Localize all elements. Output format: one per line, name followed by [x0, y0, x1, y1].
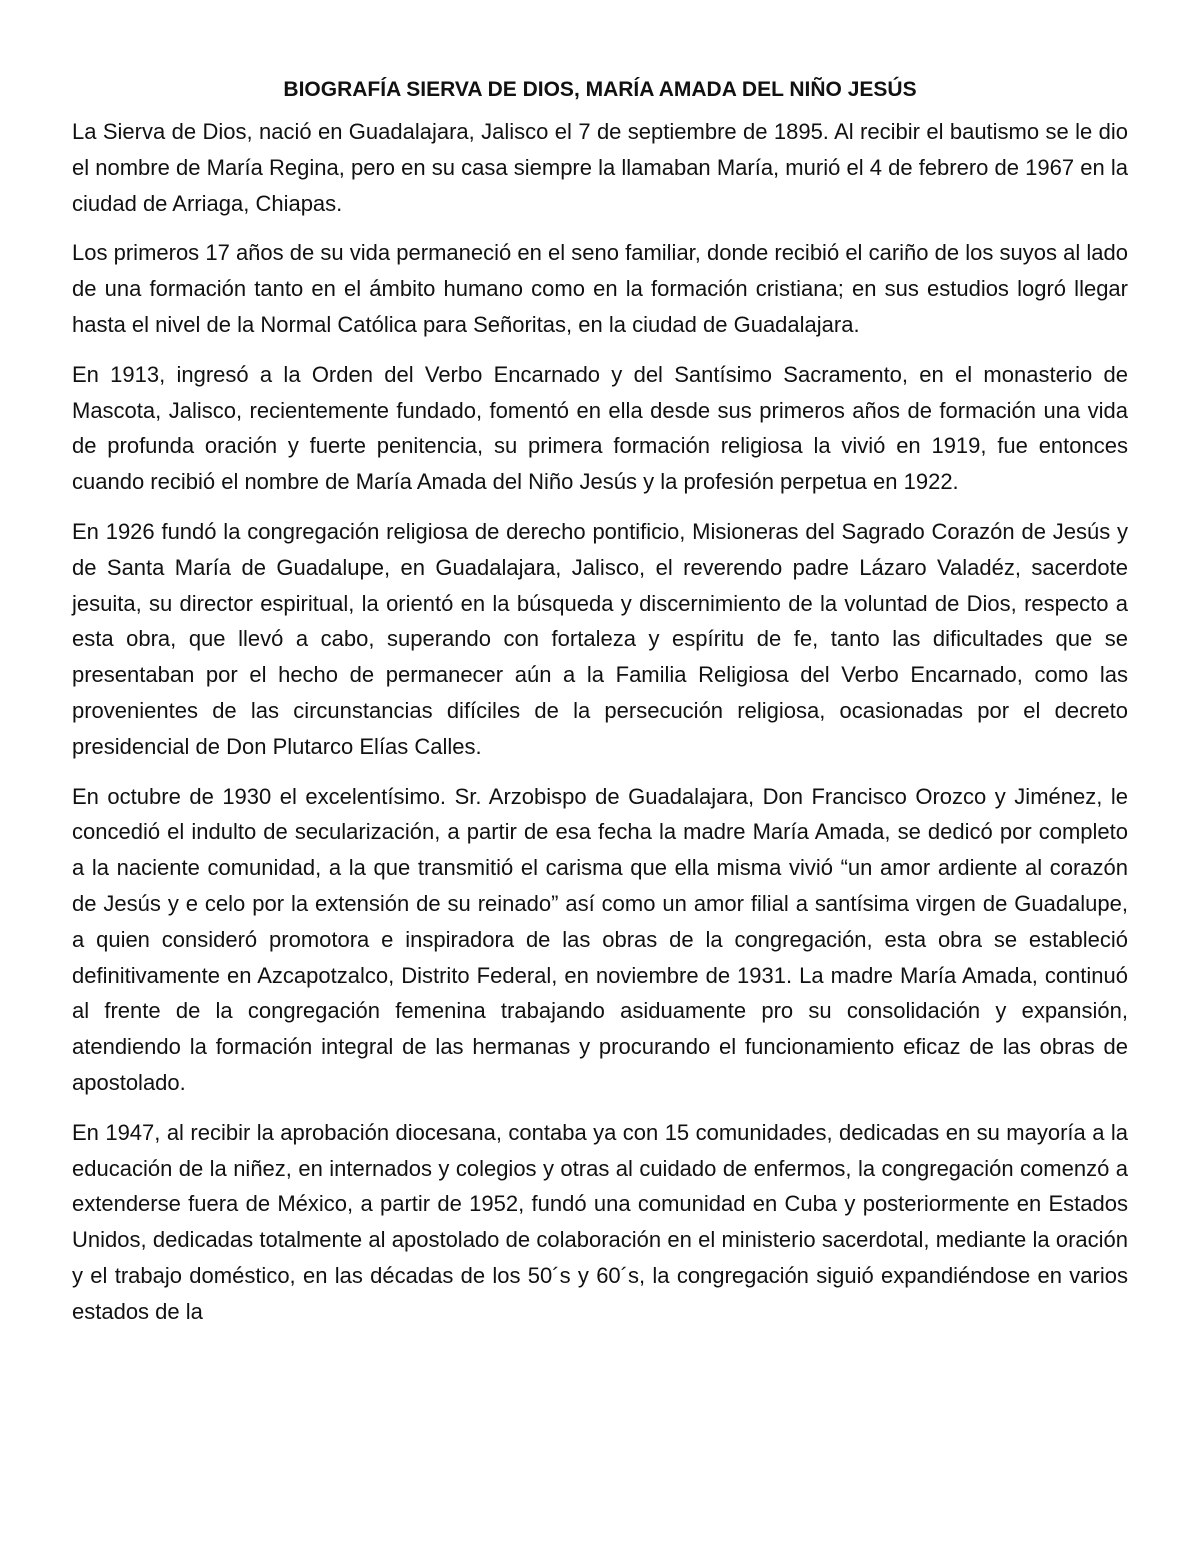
paragraph-expansion: En 1947, al recibir la aprobación diocesana, contaba ya con 15 comunidades, dedicadas en su mayoría a la educación de la niñez, en internados y colegios y otras al cuidado de enfermos, la congregación comenzó a extenderse fuera de México, a partir de 1952, fundó una comunidad en Cuba y posteriormente en Estados Unidos, dedicadas totalmente al apostolado de colaboración en el ministerio sacerdotal, mediante la oración y el trabajo doméstico, en las décadas de los 50´s y 60´s, la congregación siguió expandiéndose en varios estados de la	[72, 1119, 1128, 1324]
paragraph-secularization: En octubre de 1930 el excelentísimo. Sr. Arzobispo de Guadalajara, Don Francisco Orozco y Jiménez, le concedió el indulto de secularización, a partir de esa fecha la madre María Amada, se dedicó por completo a la naciente comunidad, a la que transmitió el carisma que ella misma vivió “un amor ardiente al corazón de Jesús y e celo por la extensión de su reinado” así como un amor filial a santísima virgen de Guadalupe, a quien consideró promotora e inspiradora de las obras de la congregación, esta obra se estableció definitivamente en Azcapotzalco, Distrito Federal, en noviembre de 1931. La madre María Amada, continuó al frente de la congregación femenina trabajando asiduamente pro su consolidación y expansión, atendiendo la formación integral de las hermanas y procurando el funcionamiento eficaz de las obras de apostolado.	[72, 783, 1128, 1095]
document-title: BIOGRAFÍA SIERVA DE DIOS, MARÍA AMADA DEL NIÑO JESÚS	[283, 78, 917, 101]
paragraph-foundation: En 1926 fundó la congregación religiosa de derecho pontificio, Misioneras del Sagrado Corazón de Jesús y de Santa María de Guadalupe, en Guadalajara, Jalisco, el reverendo padre Lázaro Valadéz, sacerdote jesuita, su director espiritual, la orientó en la búsqueda y discernimiento de la voluntad de Dios, respecto a esta obra, que llevó a cabo, superando con fortaleza y espíritu de fe, tanto las dificultades que se presentaban por el hecho de permanecer aún a la Familia Religiosa del Verbo Encarnado, como las provenientes de las circunstancias difíciles de la persecución religiosa, ocasionadas por el decreto presidencial de Don Plutarco Elías Calles.	[72, 518, 1128, 759]
paragraph-birth: La Sierva de Dios, nació en Guadalajara, Jalisco el 7 de septiembre de 1895. Al recibir el bautismo se le dio el nombre de María Regina, pero en su casa siempre la llamaban María, murió el 4 de febrero de 1967 en la ciudad de Arriaga, Chiapas.	[72, 119, 1128, 216]
paragraph-early-years: Los primeros 17 años de su vida permaneció en el seno familiar, donde recibió el cariño de los suyos al lado de una formación tanto en el ámbito humano como en la formación cristiana; en sus estudios logró llegar hasta el nivel de la Normal Católica para Señoritas, en la ciudad de Guadalajara.	[72, 240, 1128, 337]
paragraph-religious-order: En 1913, ingresó a la Orden del Verbo Encarnado y del Santísimo Sacramento, en el monasterio de Mascota, Jalisco, recientemente fundado, fomentó en ella desde sus primeros años de formación una vida de profunda oración y fuerte penitencia, su primera formación religiosa la vivió en 1919, fue entonces cuando recibió el nombre de María Amada del Niño Jesús y la profesión perpetua en 1922.	[72, 361, 1128, 495]
document-page	[72, 72, 1128, 1344]
